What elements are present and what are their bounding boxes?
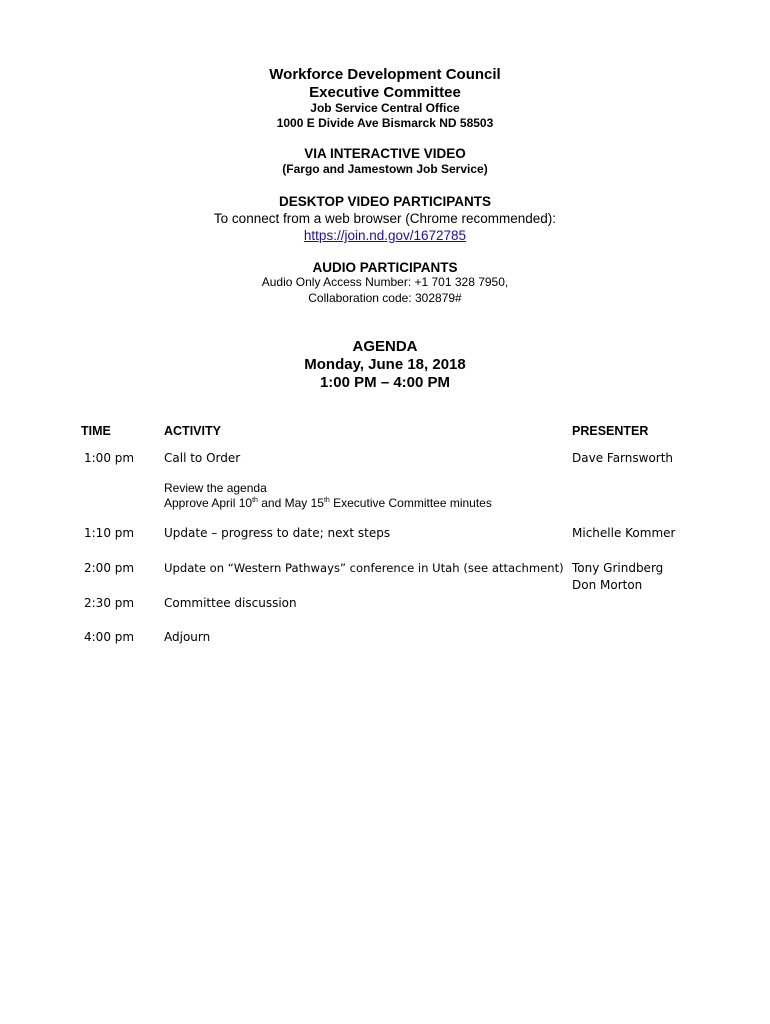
video-sites: (Fargo and Jamestown Job Service) [282, 162, 488, 176]
join-link[interactable]: https://join.nd.gov/1672785 [303, 228, 467, 243]
row-activity: Adjourn [164, 630, 211, 644]
audio-title: AUDIO PARTICIPANTS [312, 260, 458, 275]
row-time: 2:30 pm [84, 596, 135, 610]
agenda-date: Monday, June 18, 2018 [304, 356, 466, 373]
row-time: 4:00 pm [84, 630, 135, 644]
org-title: Workforce Development Council [269, 66, 501, 83]
superscript-th: th [323, 497, 330, 504]
row-presenter: Dave Farnsworth [572, 451, 674, 465]
video-title: VIA INTERACTIVE VIDEO [304, 146, 466, 161]
row-time: 1:10 pm [84, 526, 135, 540]
row-activity-line2 [164, 495, 492, 512]
desktop-title: DESKTOP VIDEO PARTICIPANTS [278, 194, 492, 209]
col-header-time: TIME [81, 424, 111, 438]
agenda-title: AGENDA [352, 338, 418, 355]
row-activity: Update – progress to date; next steps [164, 526, 391, 540]
row-time: 1:00 pm [84, 451, 135, 465]
committee-title: Executive Committee [309, 84, 461, 101]
location-name: Job Service Central Office [310, 101, 460, 115]
audio-code: Collaboration code: 302879# [308, 291, 462, 305]
desktop-instruction: To connect from a web browser (Chrome recommended): [213, 211, 557, 226]
minutes-text-b: and May 15 [257, 496, 324, 510]
col-header-activity: ACTIVITY [164, 424, 221, 438]
row-presenter: Michelle Kommer [572, 526, 676, 540]
row-activity: Call to Order [164, 451, 241, 465]
audio-access: Audio Only Access Number: +1 701 328 7950, [261, 275, 509, 289]
minutes-text-c: Executive Committee minutes [329, 496, 492, 510]
col-header-presenter: PRESENTER [572, 424, 649, 438]
row-time: 2:00 pm [84, 561, 135, 575]
minutes-text-a: Approve April 10 [164, 496, 253, 510]
agenda-time: 1:00 PM – 4:00 PM [319, 374, 451, 391]
row-activity: Committee discussion [164, 596, 297, 610]
address: 1000 E Divide Ave Bismarck ND 58503 [276, 116, 494, 130]
superscript-th: th [252, 497, 258, 504]
row-presenter-2: Don Morton [572, 578, 643, 592]
row-activity-line1: Review the agenda [164, 481, 267, 495]
row-activity: Update on “Western Pathways” conference in Utah (see attachment) [164, 561, 564, 575]
row-presenter: Tony Grindberg [572, 561, 664, 575]
